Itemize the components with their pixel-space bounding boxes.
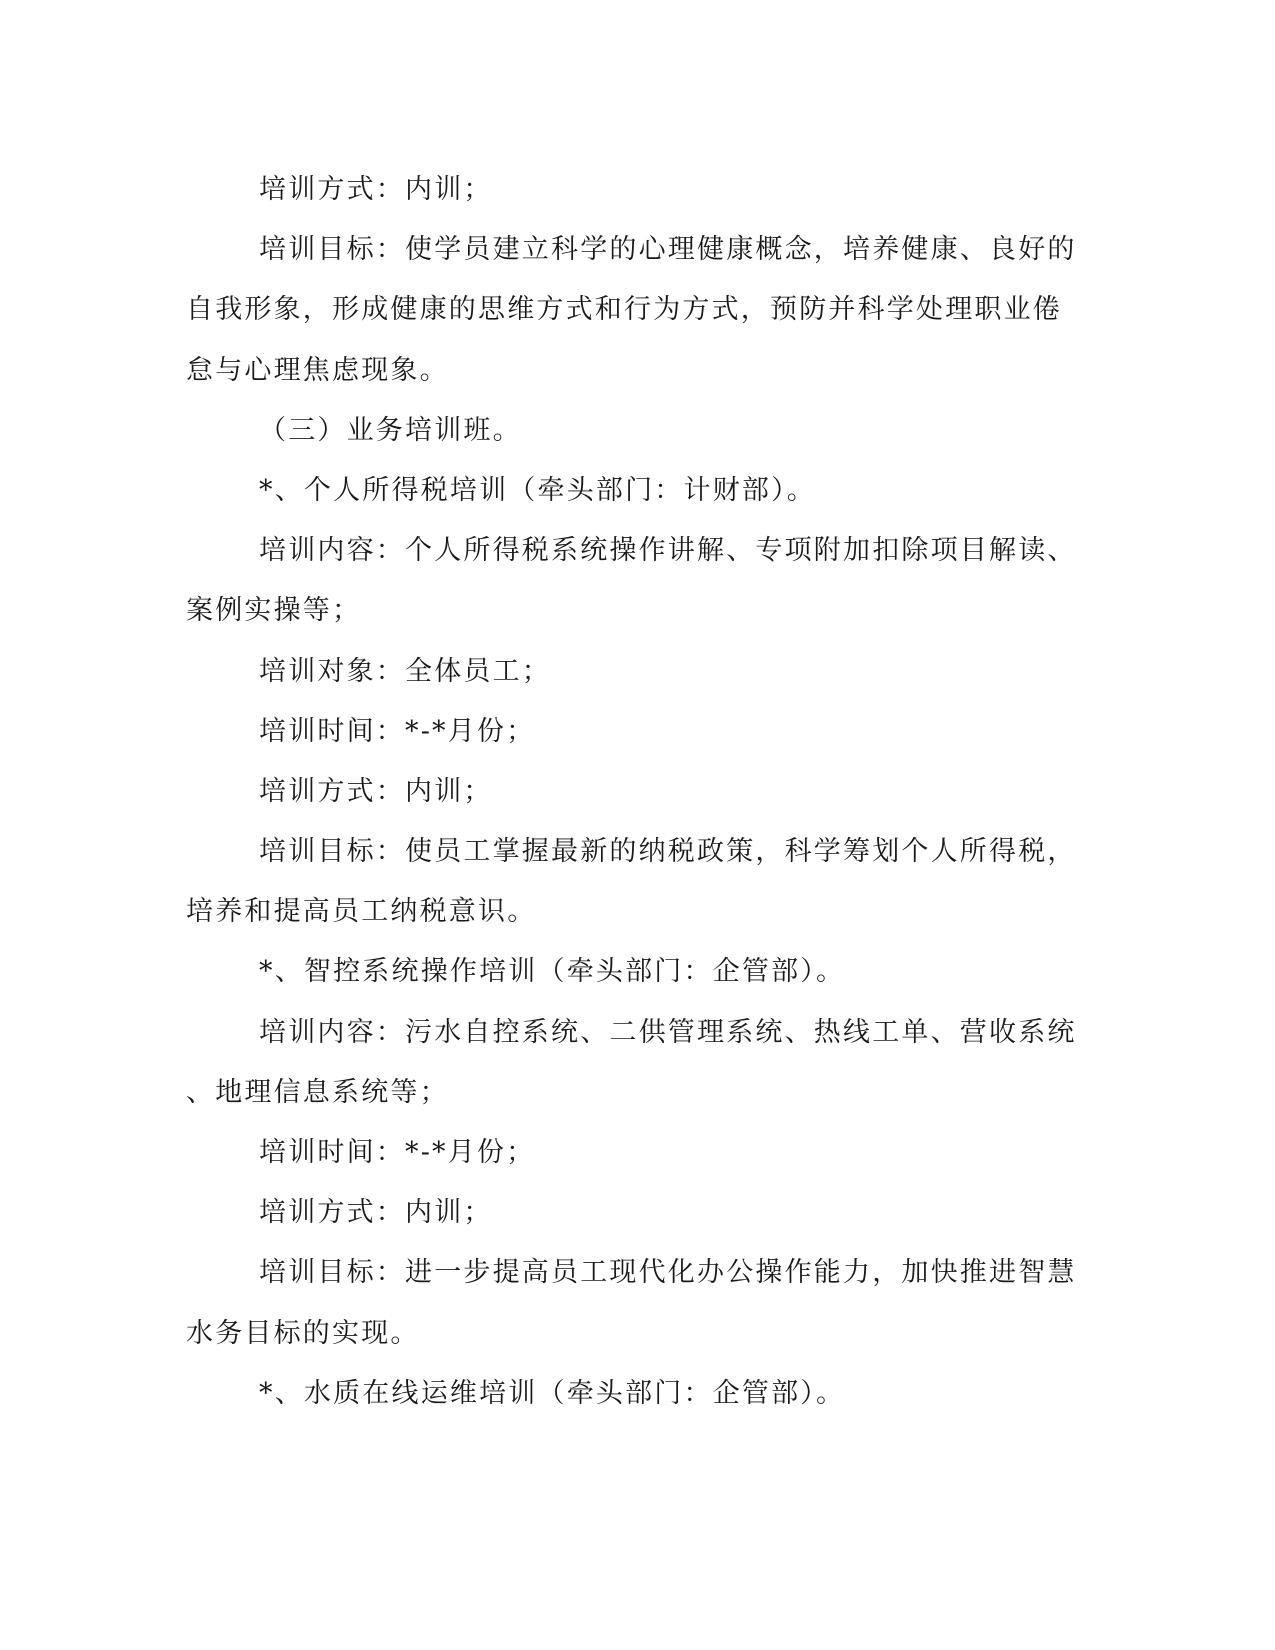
training-goal-continuation: 自我形象，形成健康的思维方式和行为方式，预防并科学处理职业倦 bbox=[186, 294, 1062, 326]
training-method-line: 培训方式：内训； bbox=[259, 775, 493, 807]
document-body bbox=[186, 160, 1077, 1424]
training-audience-line: 培训对象：全体员工； bbox=[259, 655, 551, 687]
training-method-line: 培训方式：内训； bbox=[259, 174, 493, 205]
training-goal-continuation: 怠与心理焦虑现象。 bbox=[186, 354, 449, 386]
section-heading: （三）业务培训班。 bbox=[259, 414, 522, 446]
training-method-line: 培训方式：内训； bbox=[259, 1197, 493, 1229]
training-goal-line: 培训目标：进一步提高员工现代化办公操作能力，加快推进智慧 bbox=[259, 1257, 1077, 1289]
training-content-line: 培训内容：污水自控系统、二供管理系统、热线工单、营收系统 bbox=[259, 1016, 1077, 1048]
subsection-heading-smart-control: *、智控系统操作培训（牵头部门：企管部）。 bbox=[259, 956, 846, 988]
training-goal-line: 培训目标：使员工掌握最新的纳税政策，科学筹划个人所得税， bbox=[259, 836, 1077, 868]
training-content-continuation: 案例实操等； bbox=[186, 595, 362, 627]
training-time-line: 培训时间：*-*月份； bbox=[259, 715, 536, 747]
training-goal-continuation: 培养和提高员工纳税意识。 bbox=[186, 896, 537, 928]
training-content-line: 培训内容：个人所得税系统操作讲解、专项附加扣除项目解读、 bbox=[259, 535, 1077, 567]
training-content-continuation: 、地理信息系统等； bbox=[186, 1076, 449, 1108]
training-goal-line: 培训目标：使学员建立科学的心理健康概念，培养健康、良好的 bbox=[259, 234, 1077, 266]
training-goal-continuation: 水务目标的实现。 bbox=[186, 1317, 420, 1349]
subsection-heading-tax: *、个人所得税培训（牵头部门：计财部）。 bbox=[259, 474, 816, 506]
subsection-heading-water-quality: *、水质在线运维培训（牵头部门：企管部）。 bbox=[259, 1377, 846, 1409]
training-time-line: 培训时间：*-*月份； bbox=[259, 1137, 536, 1168]
